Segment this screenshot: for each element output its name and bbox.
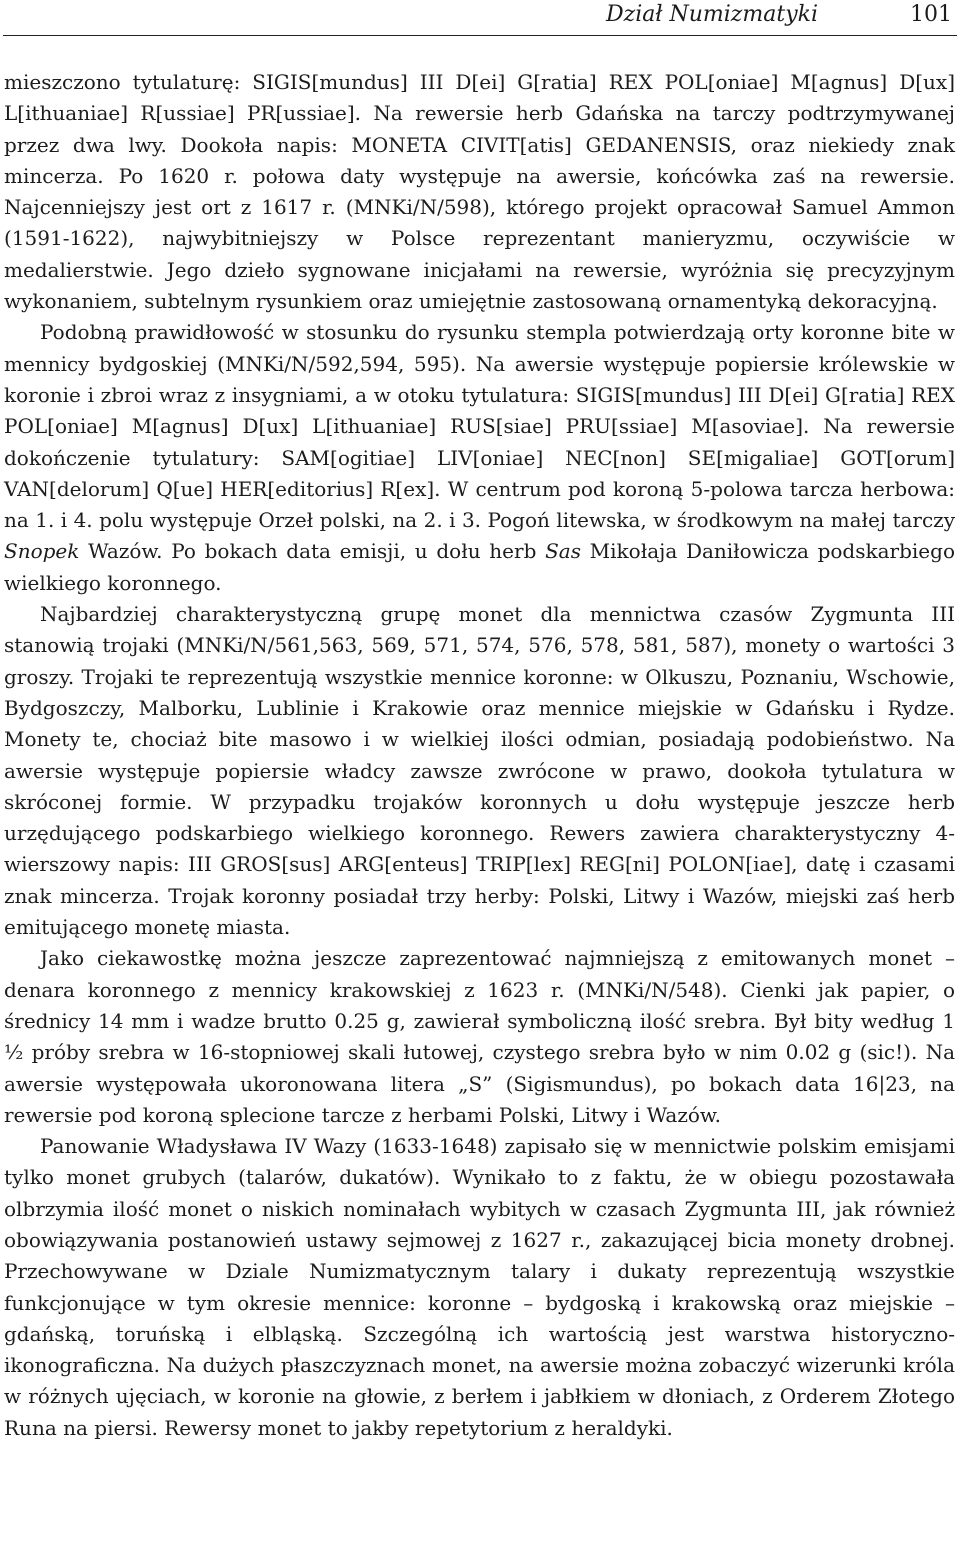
paragraph-text: Jako ciekawostkę można jeszcze zaprezentować najmniejszą z emitowanych monet – denara koronnego z mennicy krakowskiej z 1623 r. (MNKi/N/548). Cienki jak papier, o średnicy 14 mm i wadze brutto 0.25 g, zawierał symboliczną ilość srebra. Był bity według 1 ½ próby srebra w 16-stopniowej skali łutowej, czystego srebra było w nim 0.02 g (sic!). Na awersie występowała ukoronowana litera „S” (Sigismundus), po bokach data 16|23, na rewersie pod koroną splecione tarcze z herbami Polski, Litwy i Wazów. [4, 946, 955, 1127]
paragraph [4, 1131, 955, 1444]
paragraph [4, 317, 955, 599]
running-header [0, 0, 960, 38]
body-text [4, 67, 955, 1444]
paragraph-text: Podobną prawidłowość w stosunku do rysunku stempla potwierdzają orty koronne bite w mennicy bydgoskiej (MNKi/N/592,594, 595). Na awersie występuje popiersie królewskie w koronie i zbroi wraz z insygniami, a w otoku tytulatura: SIGIS[mundus] III D[ei] G[ratia] REX POL[oniae] M[agnus] D[ux] L[ithuaniae] RUS[siae] PRU[ssiae] M[asoviae]. Na rewersie dokończenie tytulatury: SAM[ogitiae] LIV[oniae] NEC[non] SE[migaliae] GOT[orum] VAN[delorum] Q[ue] HER[editorius] R[ex]. W centrum pod koroną 5-polowa tarcza herbowa: na 1. i 4. polu występuje Orzeł polski, na 2. i 3. Pogoń litewska, w środkowym na małej tarczy [4, 320, 955, 533]
paragraph [4, 599, 955, 943]
page-number: 101 [910, 2, 952, 27]
paragraph-text: mieszczono tytulaturę: SIGIS[mundus] III D[ei] G[ratia] REX POL[oniae] M[agnus] D[ux] L[ithuaniae] R[ussiae] PR[ussiae]. Na rewersie herb Gdańska na tarczy podtrzymywanej przez dwa lwy. Dookoła napis: MONETA CIVIT[atis] GEDANENSIS, oraz niekiedy znak mincerza. Po 1620 r. połowa daty występuje na awersie, końcówka zaś na rewersie. Najcenniejszy jest ort z 1617 r. (MNKi/N/598), którego projekt opracował Samuel Ammon (1591-1622), najwybitniejszy w Polsce reprezentant manieryzmu, oczywiście w medalierstwie. Jego dzieło sygnowane inicjałami na rewersie, wyróżnia się precyzyjnym wykonaniem, subtelnym rysunkiem oraz umiejętnie zastosowaną ornamentyką dekoracyjną. [4, 70, 955, 314]
paragraph-text: Wazów. Po bokach data emisji, u dołu herb [79, 539, 546, 564]
header-rule [3, 35, 957, 36]
paragraph [4, 943, 955, 1131]
paragraph-text: Mikołaja Daniłowicza podskarbiego wielkiego koronnego. [4, 539, 955, 595]
paragraph-text: Panowanie Władysława IV Wazy (1633-1648) zapisało się w mennictwie polskim emisjami tylko monet grubych (talarów, dukatów). Wynikało to z faktu, że w obiegu pozostawała olbrzymia ilość monet o niskich nominałach wybitych w czasach Zygmunta III, jak również obowiązywania postanowień ustawy sejmowej z 1627 r., zakazującej bicia monety drobnej. Przechowywane w Dziale Numizmatycznym talary i dukaty reprezentują wszystkie funkcjonujące w tym okresie mennice: koronne – bydgoską i krakowską oraz miejskie – gdańską, toruńską i elbląską. Szczególną ich wartością jest warstwa historyczno-ikonograficzna. Na dużych płaszczyznach monet, na awersie można zobaczyć wizerunki króla w różnych ujęciach, w koronie na głowie, z berłem i jabłkiem w dłoniach, z Orderem Złotego Runa na piersi. Rewersy monet to jakby repetytorium z heraldyki. [4, 1134, 955, 1440]
italic-term: Sas [545, 539, 581, 564]
paragraph [4, 67, 955, 317]
italic-term: Snopek [4, 539, 80, 564]
paragraph-text: Najbardziej charakterystyczną grupę monet dla mennictwa czasów Zygmunta III stanowią trojaki (MNKi/N/561,563, 569, 571, 574, 576, 578, 581, 587), monety o wartości 3 groszy. Trojaki te reprezentują wszystkie mennice koronne: w Olkuszu, Poznaniu, Wschowie, Bydgoszczy, Malborku, Lublinie i Krakowie oraz mennice miejskie w Gdańsku i Rydze. Monety te, chociaż bite masowo i w wielkiej ilości odmian, posiadają podobieństwo. Na awersie występuje popiersie władcy zawsze zwrócone w prawo, dookoła tytulatura w skróconej formie. W przypadku trojaków koronnych u dołu występuje jeszcze herb urzędującego podskarbiego wielkiego koronnego. Rewers zawiera charakterystyczny 4-wierszowy napis: III GROS[sus] ARG[enteus] TRIP[lex] REG[ni] POLON[iae], datę i czasami znak mincerza. Trojak koronny posiadał trzy herby: Polski, Litwy i Wazów, miejski zaś herb emitującego monetę miasta. [4, 602, 955, 940]
section-title: Dział Numizmatyki [605, 2, 818, 27]
